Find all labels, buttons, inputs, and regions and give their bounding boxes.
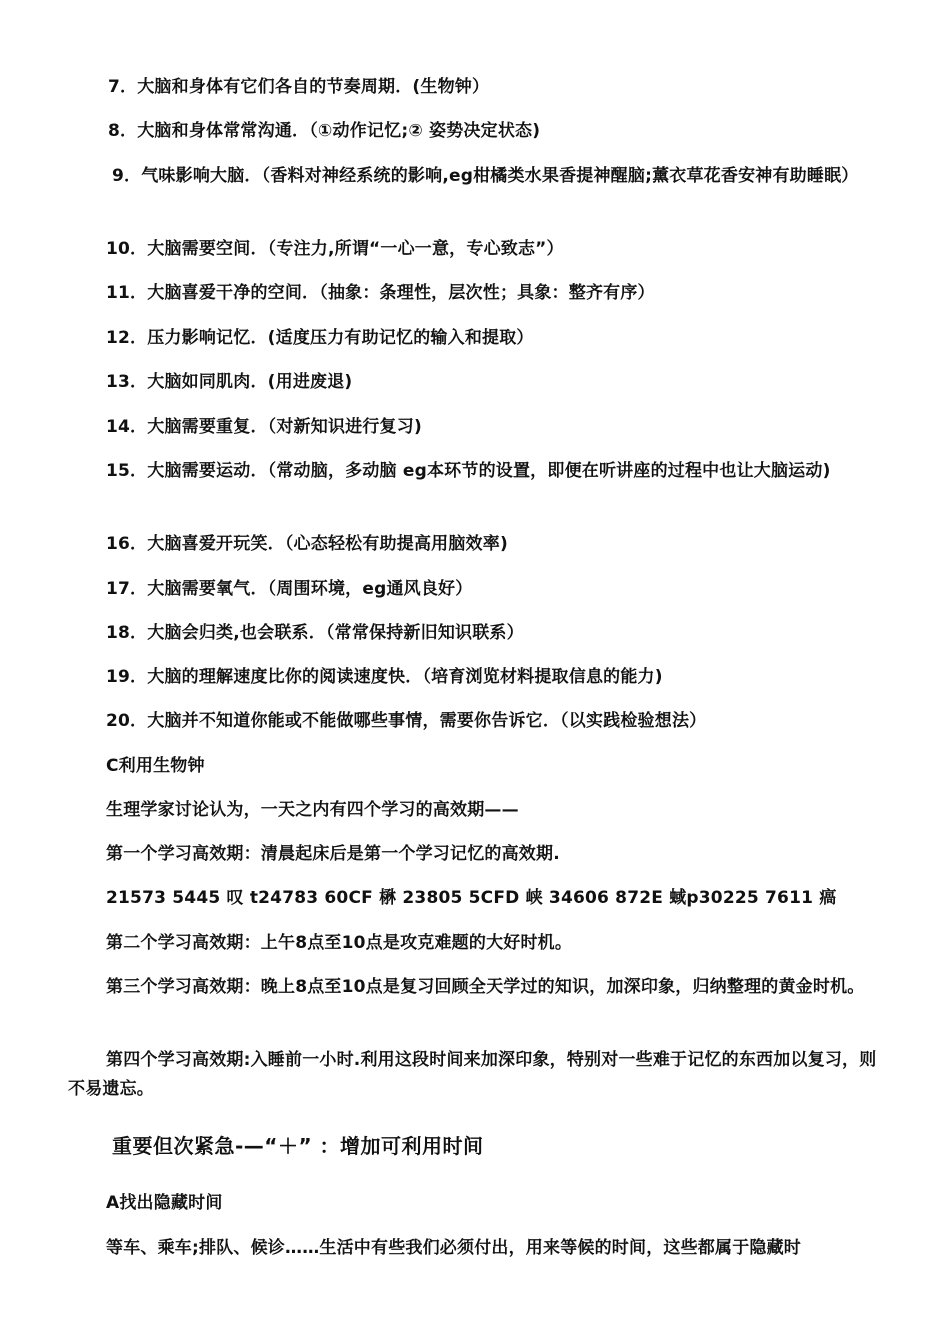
list-item-12: 12．压力影响记忆．(适度压力有助记忆的输入和提取） bbox=[106, 328, 534, 348]
section-heading: 重要但次紧急-—“＋” ：增加可利用时间 bbox=[112, 1134, 484, 1158]
list-item-7: 7．大脑和身体有它们各自的节奏周期．(生物钟） bbox=[108, 77, 490, 97]
list-item-17: 17．大脑需要氧气．（周围环境，eg通风良好） bbox=[106, 579, 473, 599]
study-period-1: 第一个学习高效期：清晨起床后是第一个学习记忆的高效期. bbox=[106, 844, 560, 864]
code-line: 21573 5445 叹 t24783 60CF 楙 23805 5CFD 峡 34606 872E 蜮p30225 7611 瘑 bbox=[106, 888, 837, 908]
list-item-11: 11．大脑喜爱干净的空间．（抽象：条理性，层次性；具象：整齐有序） bbox=[106, 283, 655, 303]
list-item-14: 14．大脑需要重复．（对新知识进行复习) bbox=[106, 417, 422, 437]
study-period-4: 第四个学习高效期:入睡前一小时.利用这段时间来加深印象，特别对一些难于记忆的东西加以复习，则不易遗忘。 bbox=[68, 1050, 877, 1099]
study-period-2: 第二个学习高效期：上午8点至10点是攻克难题的大好时机。 bbox=[106, 933, 573, 953]
list-item-15: 15．大脑需要运动．（常动脑，多动脑 eg本环节的设置，即便在听讲座的过程中也让大脑运动) bbox=[106, 461, 831, 481]
list-item-18: 18．大脑会归类,也会联系．（常常保持新旧知识联系） bbox=[106, 623, 524, 643]
list-item-16: 16．大脑喜爱开玩笑．（心态轻松有助提高用脑效率) bbox=[106, 534, 508, 554]
section-c-intro: 生理学家讨论认为，一天之内有四个学习的高效期—— bbox=[106, 800, 519, 820]
list-item-9: 9．气味影响大脑．（香料对神经系统的影响,eg柑橘类水果香提神醒脑;薰衣草花香安神有助睡眠） bbox=[112, 166, 859, 186]
list-item-8: 8．大脑和身体常常沟通．（①动作记忆;② 姿势决定状态) bbox=[108, 121, 541, 141]
list-item-10: 10．大脑需要空间．（专注力,所谓“一心一意，专心致志”） bbox=[106, 239, 564, 259]
list-item-20: 20．大脑并不知道你能或不能做哪些事情，需要你告诉它．（以实践检验想法） bbox=[106, 711, 707, 731]
section-a-text: 等车、乘车;排队、候诊……生活中有些我们必须付出，用来等候的时间，这些都属于隐藏时 bbox=[106, 1238, 801, 1258]
section-c-title: C利用生物钟 bbox=[106, 756, 205, 776]
section-a-title: A找出隐藏时间 bbox=[106, 1193, 223, 1213]
study-period-3: 第三个学习高效期：晚上8点至10点是复习回顾全天学过的知识，加深印象，归纳整理的黄金时机。 bbox=[106, 977, 865, 997]
list-item-13: 13．大脑如同肌肉．(用进废退) bbox=[106, 372, 353, 392]
list-item-19: 19．大脑的理解速度比你的阅读速度快．（培育浏览材料提取信息的能力) bbox=[106, 667, 663, 687]
